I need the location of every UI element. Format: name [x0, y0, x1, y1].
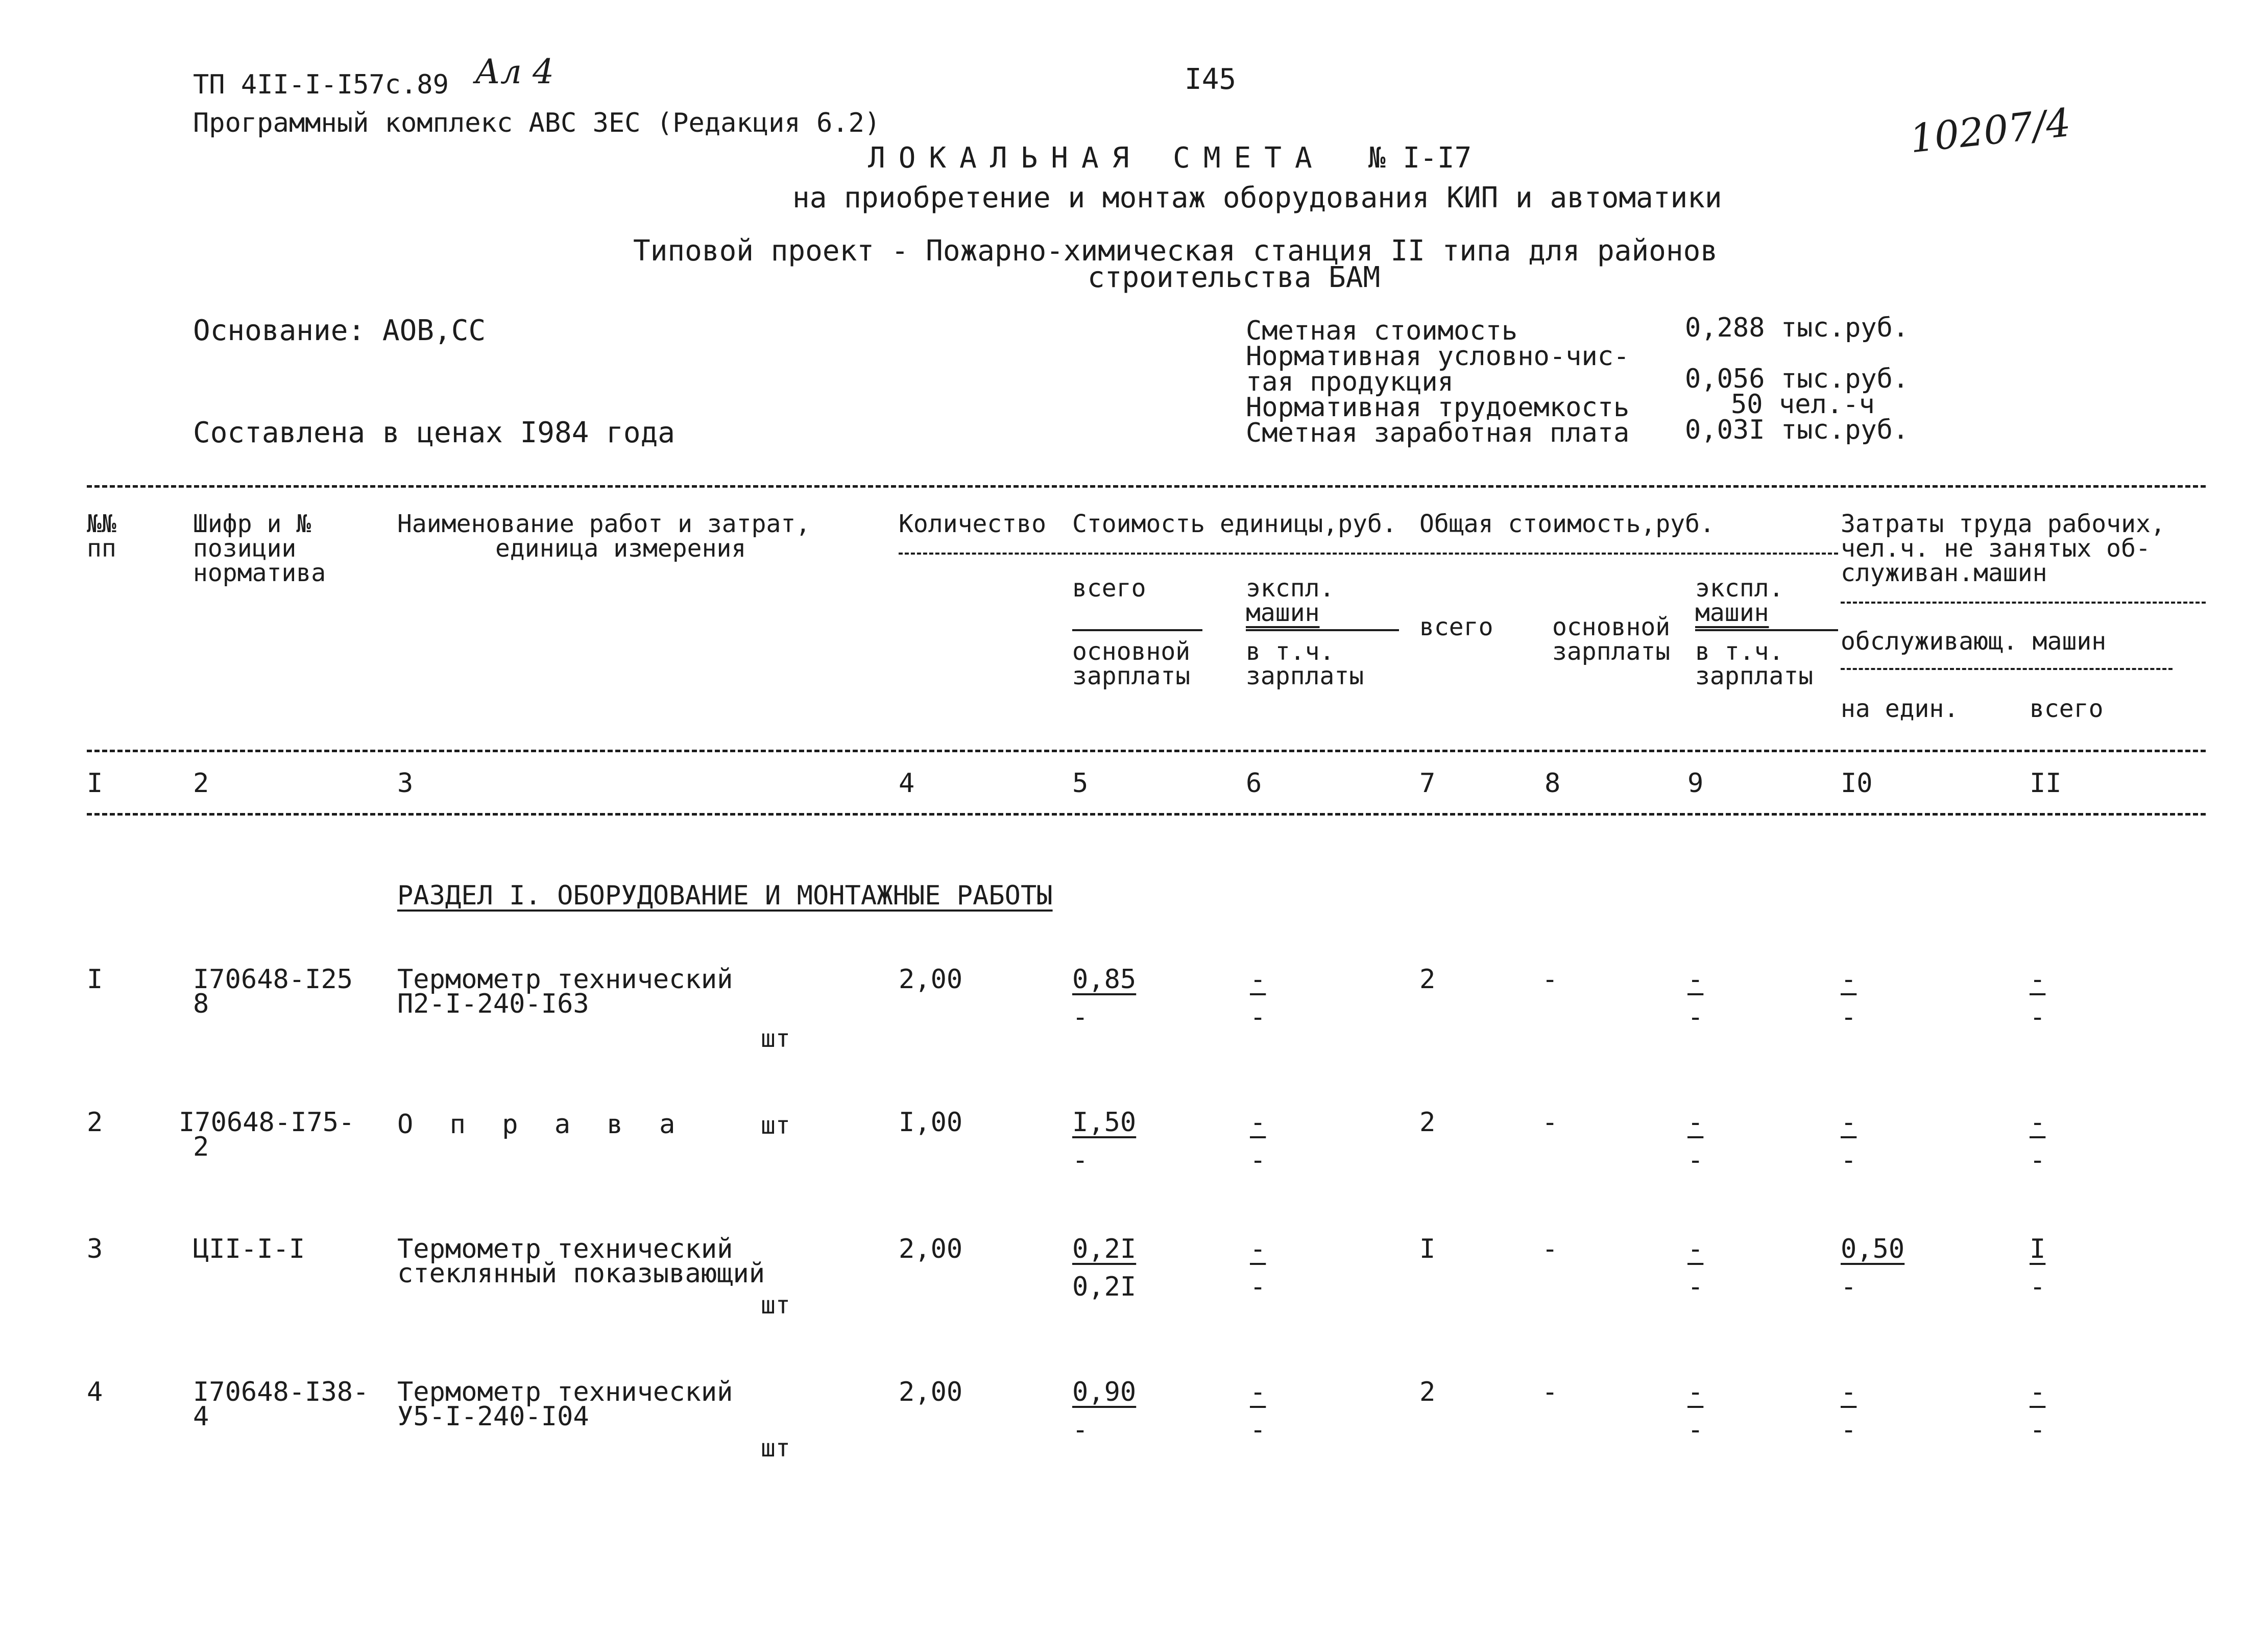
- summary-label: Сметная стоимость: [1246, 316, 1518, 346]
- basis: Основание: АОВ,СС: [193, 314, 486, 347]
- header-col9-bottom: в т.ч.: [1695, 637, 1784, 666]
- column-number: 3: [397, 768, 414, 799]
- row-total-machine: -: [1687, 1377, 1704, 1407]
- row-name: Термометр технический: [397, 1234, 733, 1264]
- column-number: 6: [1246, 768, 1262, 799]
- row-unit-cost-total: 0,90: [1072, 1377, 1137, 1407]
- row-labor-total: I: [2030, 1234, 2046, 1264]
- summary-value: 0,056 тыс.руб.: [1685, 364, 1909, 394]
- row-unit: шт: [761, 1291, 790, 1320]
- column-number: 2: [193, 768, 209, 799]
- header-col11: всего: [2030, 695, 2104, 723]
- row-name-cont: стеклянный показывающий: [397, 1258, 765, 1289]
- row-total: I: [1419, 1234, 1436, 1264]
- summary-label: Нормативная трудоемкость: [1246, 392, 1630, 423]
- summary-label: тая продукция: [1246, 367, 1454, 397]
- header-col9-bottom: зарплаты: [1695, 662, 1814, 690]
- row-total-machine-wage: -: [1687, 1272, 1704, 1302]
- row-total-wage: -: [1542, 1107, 1558, 1138]
- row-labor-per-unit: -: [1841, 1107, 1857, 1138]
- row-quantity: I,00: [899, 1107, 963, 1138]
- header-total-cost: Общая стоимость,руб.: [1419, 510, 1715, 538]
- row-name-cont: У5-I-240-I04: [397, 1401, 589, 1432]
- row-quantity: 2,00: [899, 1234, 963, 1264]
- row-labor-per-unit-service: -: [1841, 1145, 1857, 1176]
- row-total-machine: -: [1687, 1234, 1704, 1264]
- row-total: 2: [1419, 964, 1436, 995]
- row-unit-cost-wage: -: [1072, 1415, 1089, 1445]
- row-labor-total: -: [2030, 964, 2046, 995]
- row-code: ЦII-I-I: [193, 1234, 305, 1264]
- header-col5-top: всего: [1072, 574, 1146, 603]
- header-col9-rule: [1695, 629, 1838, 631]
- header-col2: норматива: [193, 559, 326, 587]
- row-number: 3: [87, 1234, 103, 1264]
- row-total-machine-wage: -: [1687, 1002, 1704, 1033]
- handwritten-annotation: Ал 4: [475, 52, 554, 91]
- header-labor: служиван.машин: [1841, 559, 2047, 587]
- header-service: обслуживающ. машин: [1841, 627, 2107, 656]
- stamp-number: 10207/4: [1908, 99, 2073, 162]
- header-col2: Шифр и №: [193, 510, 311, 538]
- row-labor-per-unit: -: [1841, 964, 1857, 995]
- row-unit-cost-machine-wage: -: [1250, 1272, 1266, 1302]
- header-col3: единица измерения: [495, 534, 746, 563]
- row-labor-total-service: -: [2030, 1002, 2046, 1033]
- row-code: I70648-I38-: [193, 1377, 369, 1407]
- column-number: 7: [1419, 768, 1436, 799]
- price-base: Составлена в ценах I984 года: [193, 416, 675, 449]
- header-service-rule: [1841, 668, 2173, 670]
- row-total-machine: -: [1687, 1107, 1704, 1138]
- document-subtitle: на приобретение и монтаж оборудования КИП и автоматики: [792, 181, 1722, 214]
- table-top-rule: [87, 485, 2206, 488]
- header-labor: Затраты труда рабочих,: [1841, 510, 2165, 538]
- row-code: I70648-I75-: [179, 1107, 355, 1138]
- row-total: 2: [1419, 1377, 1436, 1407]
- summary-label: Нормативная условно-чис-: [1246, 341, 1630, 372]
- summary-label: Сметная заработная плата: [1246, 418, 1630, 448]
- row-labor-total-service: -: [2030, 1145, 2046, 1176]
- row-unit-cost-machine: -: [1250, 964, 1266, 995]
- header-col3: Наименование работ и затрат,: [397, 510, 811, 538]
- header-col2: позиции: [193, 534, 297, 563]
- header-col5-rule: [1072, 629, 1202, 631]
- column-number: I: [87, 768, 103, 799]
- row-total-machine-wage: -: [1687, 1145, 1704, 1176]
- row-unit-cost-machine-wage: -: [1250, 1002, 1266, 1033]
- document-title: ЛОКАЛЬНАЯ СМЕТА: [868, 141, 1325, 175]
- row-unit-cost-machine: -: [1250, 1234, 1266, 1264]
- header-col5-bottom: основной: [1072, 637, 1191, 666]
- row-labor-per-unit-service: -: [1841, 1415, 1857, 1445]
- row-total-wage: -: [1542, 964, 1558, 995]
- header-col9-top: машин: [1695, 599, 1769, 627]
- summary-value: 50 чел.-ч: [1731, 389, 1875, 420]
- row-unit-cost-total: 0,85: [1072, 964, 1137, 995]
- column-number: 4: [899, 768, 915, 799]
- row-name: Термометр технический: [397, 1377, 733, 1407]
- row-unit: шт: [761, 1024, 790, 1053]
- header-col4: Количество: [899, 510, 1046, 538]
- header-mid-rule: [899, 553, 1838, 555]
- header-col8: зарплаты: [1552, 637, 1671, 666]
- header-labor: чел.ч. не занятых об-: [1841, 534, 2151, 563]
- row-labor-total: -: [2030, 1107, 2046, 1138]
- row-name-cont: П2-I-240-I63: [397, 989, 589, 1019]
- row-number: 2: [87, 1107, 103, 1138]
- program-name: Программный комплекс АВС ЗЕС (Редакция 6.2): [193, 108, 881, 138]
- header-col8: основной: [1552, 613, 1671, 641]
- project-line-2: строительства БАМ: [1088, 261, 1381, 294]
- header-col7: всего: [1419, 613, 1493, 641]
- column-number: 8: [1545, 768, 1561, 799]
- document-code: ТП 4II-I-I57с.89: [193, 69, 449, 100]
- row-number: 4: [87, 1377, 103, 1407]
- row-unit-cost-machine-wage: -: [1250, 1415, 1266, 1445]
- project-line-1: Типовой проект - Пожарно-химическая станция II типа для районов: [633, 234, 1718, 268]
- row-total-machine-wage: -: [1687, 1415, 1704, 1445]
- column-number: II: [2030, 768, 2062, 799]
- row-unit-cost-wage: -: [1072, 1002, 1089, 1033]
- header-col9-top: экспл.: [1695, 574, 1784, 603]
- header-col10: на един.: [1841, 695, 1959, 723]
- row-code-cont: 2: [193, 1132, 209, 1162]
- column-number-rule: [87, 813, 2206, 816]
- summary-value: 0,288 тыс.руб.: [1685, 313, 1909, 343]
- column-number: I0: [1841, 768, 1873, 799]
- header-col1: пп: [87, 534, 116, 563]
- summary-value: 0,03I тыс.руб.: [1685, 415, 1909, 445]
- section-heading: РАЗДЕЛ I. ОБОРУДОВАНИЕ И МОНТАЖНЫЕ РАБОТЫ: [397, 880, 1053, 911]
- row-unit-cost-machine-wage: -: [1250, 1145, 1266, 1176]
- header-col5-bottom: зарплаты: [1072, 662, 1191, 690]
- header-col6-top: экспл.: [1246, 574, 1335, 603]
- row-unit-cost-machine: -: [1250, 1107, 1266, 1138]
- document-title-number: № I-I7: [1368, 141, 1472, 175]
- row-code: I70648-I25: [193, 964, 353, 995]
- row-total-wage: -: [1542, 1234, 1558, 1264]
- row-unit-cost-machine: -: [1250, 1377, 1266, 1407]
- page-number: I45: [1185, 63, 1237, 96]
- row-unit-cost-wage: -: [1072, 1145, 1089, 1176]
- row-labor-per-unit: -: [1841, 1377, 1857, 1407]
- header-col6-bottom: в т.ч.: [1246, 637, 1335, 666]
- row-quantity: 2,00: [899, 964, 963, 995]
- row-labor-total: -: [2030, 1377, 2046, 1407]
- row-labor-per-unit-service: -: [1841, 1002, 1857, 1033]
- row-code-cont: 4: [193, 1401, 209, 1432]
- row-number: I: [87, 964, 103, 995]
- header-col6-bottom: зарплаты: [1246, 662, 1364, 690]
- header-col1: №№: [87, 510, 116, 538]
- row-labor-per-unit: 0,50: [1841, 1234, 1905, 1264]
- row-unit: шт: [761, 1111, 790, 1140]
- header-col6-rule: [1246, 629, 1399, 631]
- row-total-machine: -: [1687, 964, 1704, 995]
- row-labor-per-unit-service: -: [1841, 1272, 1857, 1302]
- header-labor-rule: [1841, 602, 2206, 604]
- row-unit: шт: [761, 1434, 790, 1463]
- row-unit-cost-wage: 0,2I: [1072, 1272, 1137, 1302]
- row-total-wage: -: [1542, 1377, 1558, 1407]
- row-unit-cost-total: I,50: [1072, 1107, 1137, 1138]
- header-bottom-rule: [87, 750, 2206, 752]
- row-total: 2: [1419, 1107, 1436, 1138]
- row-name: Термометр технический: [397, 964, 733, 995]
- header-unit-cost: Стоимость единицы,руб.: [1072, 510, 1397, 538]
- header-col6-top: машин: [1246, 599, 1320, 627]
- row-quantity: 2,00: [899, 1377, 963, 1407]
- row-unit-cost-total: 0,2I: [1072, 1234, 1137, 1264]
- column-number: 5: [1072, 768, 1089, 799]
- column-number: 9: [1687, 768, 1704, 799]
- row-labor-total-service: -: [2030, 1415, 2046, 1445]
- row-labor-total-service: -: [2030, 1272, 2046, 1302]
- row-code-cont: 8: [193, 989, 209, 1019]
- row-name: О п р а в а: [397, 1109, 686, 1140]
